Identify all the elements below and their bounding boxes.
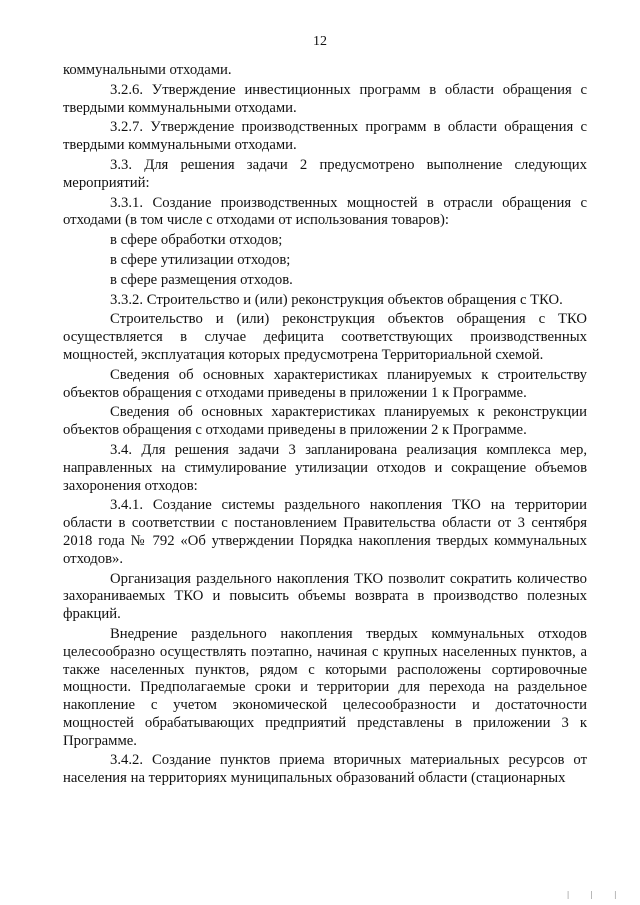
paragraph-3-3-2: 3.3.2. Строительство и (или) реконструкция объектов обращения с ТКО. xyxy=(110,291,563,308)
paragraph-3-3: 3.3. Для решения задачи 2 предусмотрено выполнение следующих мероприятий: xyxy=(63,156,587,191)
paragraph-3-2-6: 3.2.6. Утверждение инвестиционных программ в области обращения с твердыми коммунальными отходами. xyxy=(63,81,587,116)
page-number: 12 xyxy=(313,34,327,49)
paragraph-3-2-7: 3.2.7. Утверждение производственных программ в области обращения с твердыми коммунальными отходами. xyxy=(63,119,587,154)
list-item: в сфере утилизации отходов; xyxy=(110,251,291,268)
paragraph-3-4-1: 3.4.1. Создание системы раздельного накопления ТКО на территории области в соответствии с постановлением Правительства области от 3 сентября 2018 года № 792 «Об утверждении Порядка накопления твердых коммунальных отходов». xyxy=(63,497,587,567)
paragraph: Организация раздельного накопления ТКО позволит сократить количество захораниваемых ТКО и повысить объемы возврата в производство полезных фракций. xyxy=(63,570,587,623)
scan-marks: | | | xyxy=(567,890,626,899)
paragraph-3-4: 3.4. Для решения задачи 3 запланирована реализация комплекса мер, направленных на стимулирование утилизации отходов и сокращение объемов захоронения отходов: xyxy=(63,441,587,494)
document-body xyxy=(63,62,587,790)
list-item: в сфере обработки отходов; xyxy=(110,232,283,249)
list-item: в сфере размещения отходов. xyxy=(110,271,293,288)
paragraph-3-4-2: 3.4.2. Создание пунктов приема вторичных материальных ресурсов от населения на территориях муниципальных образований области (стационарных xyxy=(63,752,587,787)
paragraph: коммунальными отходами. xyxy=(63,62,232,78)
paragraph: Сведения об основных характеристиках планируемых к реконструкции объектов обращения с отходами приведены в приложении 2 к Программе. xyxy=(63,404,587,439)
paragraph: Внедрение раздельного накопления твердых коммунальных отходов целесообразно осуществлять поэтапно, начиная с крупных населенных пунктов, а также населенных пунктов, рядом с которыми расположены сортировочные мощности. Предполагаемые сроки и территории для перехода на раздельное накопление с учетом экономической целесообразности и достаточности мощностей обрабатывающих предприятий представлены в приложении 3 к Программе. xyxy=(63,625,587,749)
paragraph-3-3-1: 3.3.1. Создание производственных мощностей в отрасли обращения с отходами (в том числе с отходами от использования товаров): xyxy=(63,194,587,229)
paragraph: Строительство и (или) реконструкция объектов обращения с ТКО осуществляется в случае дефицита соответствующих производственных мощностей, эксплуатация которых предусмотрена Территориальной схемой. xyxy=(63,311,587,363)
paragraph: Сведения об основных характеристиках планируемых к строительству объектов обращения с отходами приведены в приложении 1 к Программе. xyxy=(63,366,587,401)
